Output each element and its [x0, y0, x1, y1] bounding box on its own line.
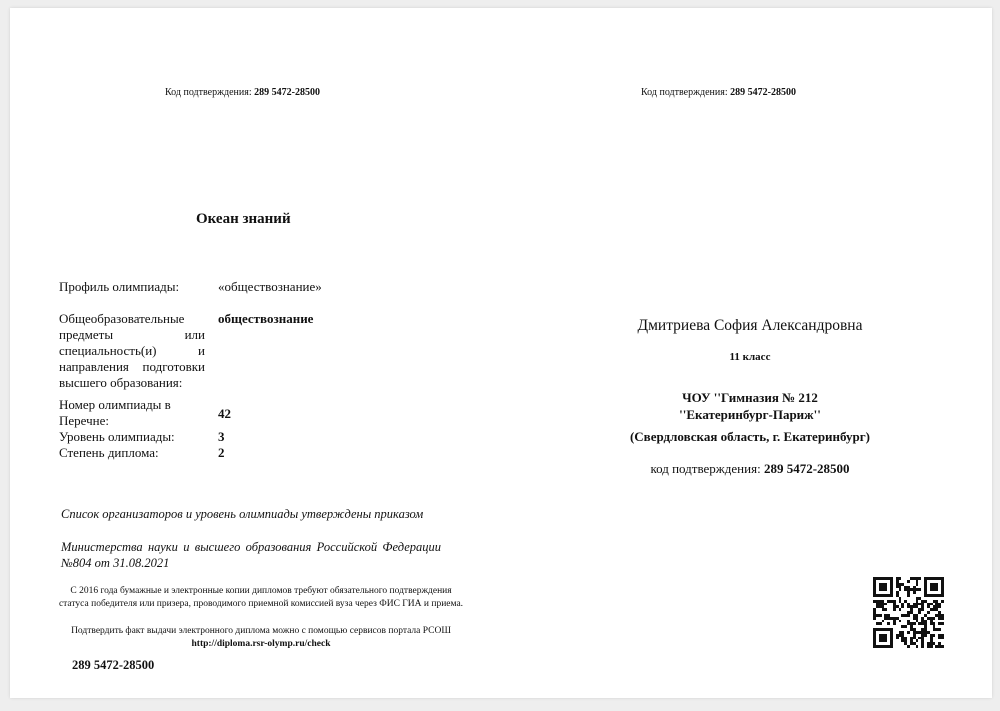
right-confirmation-line — [641, 87, 841, 98]
notice-text: С 2016 года бумажные и электронные копии дипломов требуют обязательного подтверждения статуса победителя или призера, проводимого приемной комиссией вуза через ФИС ГИА и приема. — [58, 586, 464, 609]
right-code-line — [550, 461, 950, 477]
level-value: 3 — [218, 429, 225, 444]
number-value: 42 — [218, 406, 231, 421]
profile-label: Профиль олимпиады: — [59, 279, 180, 294]
right-code-label: код подтверждения: — [650, 461, 761, 476]
right-confirmation-label: Код подтверждения: — [641, 87, 728, 98]
school — [550, 389, 950, 423]
degree-label: Степень диплома: — [59, 445, 159, 460]
bottom-code: 289 5472-28500 — [72, 658, 155, 672]
subjects-label: Общеобразовательные предметы или специальность(и) и направления подготовки высшего образования: — [59, 311, 205, 390]
number-label: Номер олимпиады в Перечне: — [59, 397, 171, 428]
school-line-1: ЧОУ ''Гимназия № 212 — [682, 390, 818, 405]
student-name: Дмитриева София Александровна — [637, 317, 863, 334]
verify-url[interactable]: http://diploma.rsr-olymp.ru/check — [191, 639, 331, 649]
left-confirmation-code: 289 5472-28500 — [254, 87, 320, 98]
left-confirmation-label: Код подтверждения: — [165, 87, 252, 98]
level-label: Уровень олимпиады: — [59, 429, 175, 444]
right-code-value: 289 5472-28500 — [763, 461, 850, 476]
verify-text: Подтвердить факт выдачи электронного диплома можно с помощью сервисов портала РСОШ — [71, 626, 451, 636]
grade: 11 класс — [729, 351, 771, 363]
qr-module — [941, 645, 944, 648]
diploma-sheet — [10, 8, 992, 698]
school-line-2: ''Екатеринбург-Париж'' — [679, 407, 821, 422]
degree-value: 2 — [218, 445, 225, 460]
order-text: Список организаторов и уровень олимпиады утверждены приказом — [61, 507, 424, 521]
olympiad-title: Океан знаний — [196, 211, 291, 227]
left-confirmation-line — [165, 87, 365, 98]
qr-code[interactable] — [873, 577, 944, 648]
region: (Свердловская область, г. Екатеринбург) — [629, 429, 871, 444]
ministry-text: Министерства науки и высшего образования Российской Федерации №804 от 31.08.2021 — [61, 540, 441, 570]
right-confirmation-code: 289 5472-28500 — [730, 87, 796, 98]
profile-value: «обществознание» — [218, 279, 322, 294]
subjects-value: обществознание — [218, 311, 314, 326]
verify-block — [56, 625, 466, 651]
